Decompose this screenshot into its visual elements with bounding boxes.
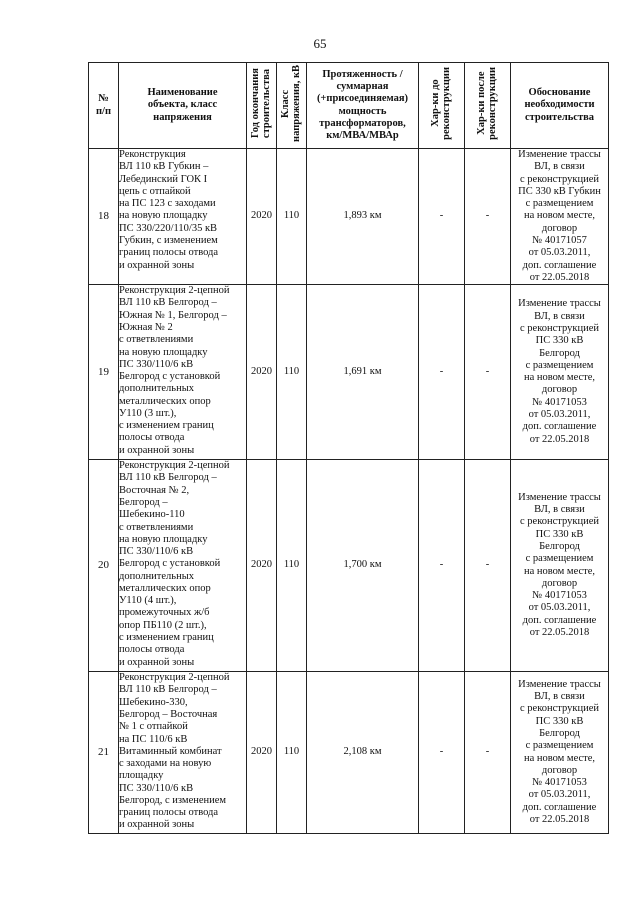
header-year — [247, 63, 277, 149]
text-line: ВЛ 110 кВ Белгород – — [119, 472, 217, 484]
specs-before: - — [419, 672, 465, 834]
text-line: ВЛ, в связи — [534, 310, 585, 322]
length-value: 1,700 км — [307, 460, 419, 672]
text-line: реконструкции — [487, 66, 499, 140]
text-line: Изменение трассы — [518, 298, 601, 310]
text-line: ПС 330 кВ — [535, 335, 584, 347]
text-line: и охранной зоны — [119, 444, 195, 456]
row-number: 18 — [89, 149, 119, 285]
specs-after: - — [465, 460, 511, 672]
header-num — [89, 63, 119, 149]
header-before-lines — [430, 67, 452, 140]
header-name — [119, 63, 247, 149]
voltage-class: 110 — [277, 285, 307, 460]
text-line: Белгород — [539, 541, 580, 553]
text-line: с ответвлениями — [119, 334, 194, 346]
text-line: трансформаторов, — [319, 117, 406, 129]
text-line: № 40171053 — [532, 590, 587, 602]
completion-year: 2020 — [247, 672, 277, 834]
text-line: на новом месте, — [523, 565, 596, 577]
voltage-class: 110 — [277, 672, 307, 834]
text-line: ВЛ, в связи — [534, 691, 585, 703]
text-line: с изменением границ — [119, 632, 214, 644]
text-line: строительства — [261, 68, 273, 138]
object-name — [119, 149, 247, 285]
text-line: Реконструкция 2-цепной — [119, 460, 230, 472]
row-number: 19 — [89, 285, 119, 460]
table-row — [89, 460, 609, 672]
text-line: Белгород с установкой — [119, 558, 221, 570]
text-line: Белгород — [539, 347, 580, 359]
justification — [511, 285, 609, 460]
text-line: с размещением — [525, 198, 594, 210]
text-line: от 22.05.2018 — [529, 814, 590, 825]
justification — [511, 672, 609, 834]
specs-before: - — [419, 149, 465, 285]
text-line: дополнительных — [119, 570, 195, 582]
text-line: границ полосы отвода — [119, 247, 219, 259]
text-line: ПС 330 кВ — [535, 528, 584, 540]
text-line: Изменение трассы — [518, 149, 601, 160]
text-line: ВЛ 110 кВ Белгород – — [119, 684, 217, 696]
text-line: Наименование — [147, 87, 218, 99]
text-line: п/п — [95, 105, 112, 117]
text-line: от 22.05.2018 — [529, 627, 590, 638]
text-line: на новую площадку — [119, 533, 208, 545]
text-line: объекта, класс — [147, 99, 218, 111]
text-line: ПС 330/110/6 кВ — [119, 358, 194, 370]
completion-year: 2020 — [247, 460, 277, 672]
text-line: Хар-ки до — [430, 79, 442, 128]
text-line: с заходами на новую — [119, 758, 212, 770]
completion-year: 2020 — [247, 149, 277, 285]
header-after-lines — [476, 67, 498, 140]
text-line: Южная № 2 — [119, 321, 173, 333]
text-line: ПС 330/110/6 кВ — [119, 546, 194, 558]
text-line: Изменение трассы — [518, 678, 601, 690]
row-number: 21 — [89, 672, 119, 834]
length-value: 1,893 км — [307, 149, 419, 285]
header-voltage — [277, 63, 307, 149]
text-line: металлических опор — [119, 582, 211, 594]
text-line: Реконструкция 2-цепной — [119, 285, 230, 297]
text-line: от 22.05.2018 — [529, 271, 590, 283]
text-line: на новом месте, — [523, 752, 596, 764]
text-line: с размещением — [525, 740, 594, 752]
text-line: полосы отвода — [119, 644, 185, 656]
text-line: доп. соглашение — [522, 614, 597, 626]
specs-after: - — [465, 149, 511, 285]
text-line: Протяженность / — [322, 68, 403, 80]
text-line: с реконструкцией — [520, 516, 599, 528]
text-line: Обоснование — [528, 87, 591, 99]
text-line: Хар-ки после — [476, 71, 488, 136]
table-header-row — [89, 63, 609, 149]
table-row — [89, 149, 609, 285]
text-line: с реконструкцией — [520, 322, 599, 334]
text-line: от 05.03.2011, — [528, 247, 591, 259]
text-line: У110 (3 шт.), — [119, 407, 177, 419]
text-line: от 05.03.2011, — [528, 602, 591, 614]
text-line: от 05.03.2011, — [528, 408, 591, 420]
voltage-class: 110 — [277, 149, 307, 285]
text-line: с ответвлениями — [119, 521, 194, 533]
header-name-lines — [119, 87, 246, 124]
completion-year: 2020 — [247, 285, 277, 460]
text-line: Губкин, с изменением — [119, 234, 218, 246]
text-line: и охранной зоны — [119, 259, 195, 271]
text-line: Класс — [280, 89, 292, 118]
text-line: строительства — [524, 111, 595, 123]
text-line: с размещением — [525, 553, 594, 565]
text-line: № 40171053 — [532, 396, 587, 408]
text-line: с размещением — [525, 359, 594, 371]
specs-after: - — [465, 285, 511, 460]
text-line: металлических опор — [119, 395, 211, 407]
text-line: на новую площадку — [119, 210, 208, 222]
text-line: площадку — [119, 770, 164, 782]
object-name — [119, 460, 247, 672]
text-line: № 40171053 — [532, 777, 587, 789]
text-line: км/МВА/МВАр — [326, 130, 399, 142]
object-name — [119, 285, 247, 460]
text-line: ВЛ 110 кВ Губкин – — [119, 161, 209, 173]
text-line: Белгород, с изменением — [119, 794, 227, 806]
text-line: Белгород с установкой — [119, 371, 221, 383]
text-line: Реконструкция — [119, 149, 186, 160]
text-line: договор — [541, 384, 578, 396]
text-line: У110 (4 шт.), — [119, 595, 177, 607]
text-line: Шебекино-330, — [119, 696, 188, 708]
text-line: на новую площадку — [119, 346, 208, 358]
text-line: на ПС 110/6 кВ — [119, 733, 188, 745]
text-line: (+присоединяемая) — [316, 93, 409, 105]
header-justification — [511, 63, 609, 149]
text-line: и охранной зоны — [119, 656, 195, 668]
table-body — [89, 149, 609, 834]
text-line: ВЛ 110 кВ Белгород – — [119, 297, 217, 309]
header-voltage-lines — [280, 65, 302, 142]
text-line: напряжения — [153, 111, 212, 123]
text-line: с изменением границ — [119, 420, 214, 432]
text-line: от 22.05.2018 — [529, 433, 590, 445]
specs-before: - — [419, 285, 465, 460]
header-year-lines — [250, 68, 272, 138]
text-line: ВЛ, в связи — [534, 161, 585, 173]
text-line: полосы отвода — [119, 432, 185, 444]
text-line: договор — [541, 577, 578, 589]
text-line: ПС 330 кВ — [535, 715, 584, 727]
justification — [511, 460, 609, 672]
text-line: Южная № 1, Белгород – — [119, 309, 227, 321]
text-line: ПС 330/110/6 кВ — [119, 782, 194, 794]
text-line: на ПС 123 с заходами — [119, 198, 216, 210]
header-justification-lines — [511, 87, 608, 124]
header-length — [307, 63, 419, 149]
text-line: Год окончания — [250, 68, 262, 139]
specs-after: - — [465, 672, 511, 834]
text-line: границ полосы отвода — [119, 807, 219, 819]
page-number: 65 — [313, 36, 327, 51]
table-row — [89, 285, 609, 460]
text-line: на новом месте, — [523, 372, 596, 384]
text-line: суммарная — [336, 80, 389, 92]
header-length-lines — [307, 69, 418, 143]
text-line: Белгород – Восточная — [119, 708, 218, 720]
text-line: ПС 330 кВ Губкин — [518, 185, 601, 197]
text-line: промежуточных ж/б — [119, 607, 210, 619]
text-line: Витаминный комбинат — [119, 745, 222, 757]
objects-table — [88, 62, 609, 834]
text-line: Лебединский ГОК I — [119, 173, 208, 185]
text-line: доп. соглашение — [522, 259, 597, 271]
text-line: доп. соглашение — [522, 421, 597, 433]
text-line: доп. соглашение — [522, 801, 597, 813]
text-line: мощность — [338, 105, 387, 117]
text-line: Белгород — [539, 728, 580, 740]
object-name — [119, 672, 247, 834]
text-line: дополнительных — [119, 383, 195, 395]
text-line: договор — [541, 222, 578, 234]
text-line: и охранной зоны — [119, 819, 195, 831]
text-line: Восточная № 2, — [119, 484, 190, 496]
specs-before: - — [419, 460, 465, 672]
text-line: договор — [541, 764, 578, 776]
text-line: ПС 330/220/110/35 кВ — [119, 222, 218, 234]
text-line: Изменение трассы — [518, 491, 601, 503]
row-number: 20 — [89, 460, 119, 672]
text-line: цепь с отпайкой — [119, 185, 191, 197]
text-line: необходимости — [524, 99, 595, 111]
header-before — [419, 63, 465, 149]
text-line: с реконструкцией — [520, 703, 599, 715]
text-line: на новом месте, — [523, 210, 596, 222]
text-line: Реконструкция 2-цепной — [119, 672, 230, 684]
text-line: с реконструкцией — [520, 173, 599, 185]
text-line: опор ПБ110 (2 шт.), — [119, 619, 207, 631]
text-line: № — [98, 93, 109, 105]
length-value: 1,691 км — [307, 285, 419, 460]
header-after — [465, 63, 511, 149]
text-line: № 40171057 — [532, 234, 587, 246]
text-line: Шебекино-110 — [119, 509, 185, 521]
text-line: реконструкции — [441, 66, 453, 140]
header-num-lines — [89, 93, 118, 118]
text-line: ВЛ, в связи — [534, 504, 585, 516]
table-row — [89, 672, 609, 834]
text-line: Белгород – — [119, 496, 168, 508]
justification — [511, 149, 609, 285]
text-line: № 1 с отпайкой — [119, 721, 188, 733]
text-line: от 05.03.2011, — [528, 789, 591, 801]
voltage-class: 110 — [277, 460, 307, 672]
length-value: 2,108 км — [307, 672, 419, 834]
text-line: напряжения, кВ — [291, 64, 303, 142]
